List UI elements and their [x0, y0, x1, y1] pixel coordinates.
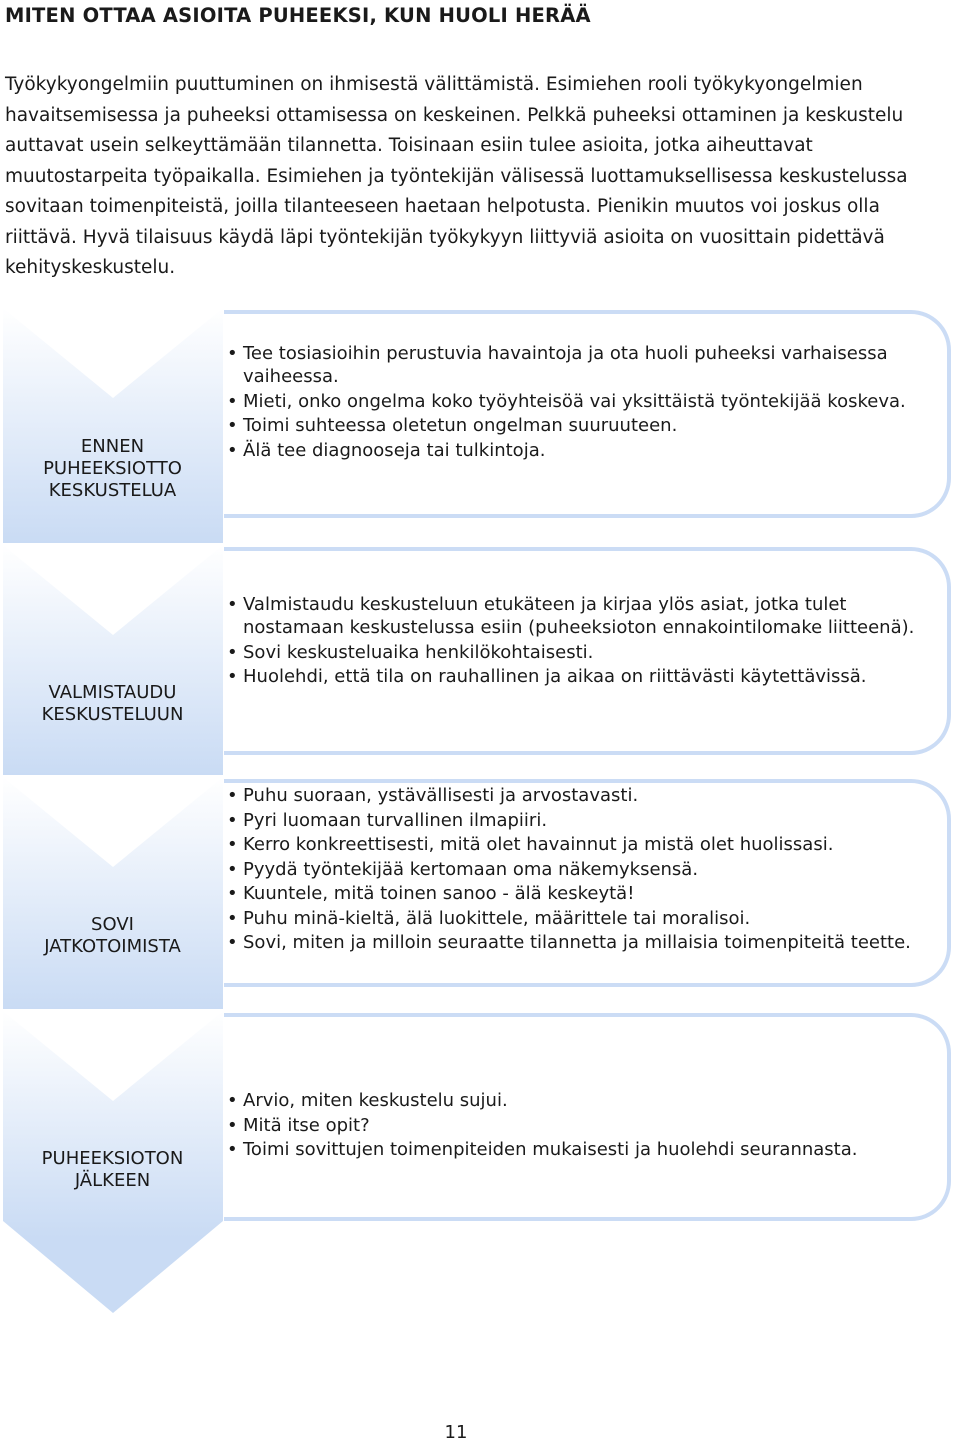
list-item [222, 439, 932, 462]
step-label-line: VALMISTAUDU [48, 682, 177, 703]
bullet-icon: • [227, 809, 238, 831]
step-agree-follow-up [0, 777, 960, 1009]
step-label-line: PUHEEKSIOTTO [43, 458, 182, 479]
bullet-icon: • [227, 666, 238, 687]
list-item-text: Pyydä työntekijää kertomaan oma näkemyksensä. [243, 858, 699, 880]
bullet-icon: • [227, 641, 238, 663]
step-label-line: ENNEN [80, 436, 145, 457]
list-item [222, 882, 932, 905]
list-item-text: Kuuntele, mitä toinen sanoo - älä keskeytä! [243, 883, 635, 904]
list-item [222, 390, 932, 413]
step-label-line: KESKUSTELUUN [41, 704, 184, 725]
list-item [222, 931, 932, 954]
list-item-text: Toimi suhteessa oletetun ongelman suuruuteen. [243, 415, 678, 436]
bullet-icon: • [227, 1139, 238, 1160]
bullet-icon: • [227, 907, 238, 929]
step-chevron [3, 777, 223, 1009]
bullet-icon: • [227, 785, 238, 806]
list-item [222, 593, 932, 639]
list-item [222, 1138, 932, 1161]
list-item-text: Puhu suoraan, ystävällisesti ja arvostavasti. [243, 785, 639, 806]
bullet-icon: • [227, 932, 238, 953]
list-item-text: Pyri luomaan turvallinen ilmapiiri. [243, 809, 548, 831]
list-item-text: Toimi sovittujen toimenpiteiden mukaisesti ja huolehdi seurannasta. [243, 1139, 858, 1160]
step-label-line: JATKOTOIMISTA [44, 936, 181, 957]
list-item [222, 907, 932, 930]
list-item [222, 1114, 932, 1137]
bullet-icon: • [227, 834, 238, 855]
list-item-text: Sovi, miten ja milloin seuraatte tilannetta ja millaisia toimenpiteitä teette. [243, 932, 911, 953]
list-item-text: Sovi keskusteluaika henkilökohtaisesti. [243, 641, 594, 663]
step-bullet-list [222, 342, 932, 463]
list-item-text: Valmistaudu keskusteluun etukäteen ja kirjaa ylös asiat, jotka tulet nostamaan keskustelussa esiin (puheeksioton ennakointilomake liitteenä). [243, 594, 915, 638]
intro-paragraph: Työkykyongelmiin puuttuminen on ihmisestä välittämistä. Esimiehen rooli työkykyongelmien havaitsemisessa ja puheeksi ottamisessa on keskeinen. Pelkkä puheeksi ottaminen ja keskustelu auttavat usein selkeyttämään tilannetta. Toisinaan esiin tulee asioita, jotka aiheuttavat muutostarpeita työpaikalla. Esimiehen ja työntekijän välisessä luottamuksellisessa keskustelussa sovitaan toimenpiteistä, joilla tilanteeseen haetaan helpotusta. Pienikin muutos voi joskus olla riittävä. Hyvä tilaisuus käydä läpi työntekijän työkykyyn liittyviä asioita on vuosittain pidettävä kehityskeskustelu. [5, 74, 908, 278]
list-item-text: Arvio, miten keskustelu sujui. [243, 1090, 508, 1111]
list-item-text: Huolehdi, että tila on rauhallinen ja aikaa on riittävästi käytettävissä. [243, 666, 867, 687]
list-item [222, 665, 932, 688]
step-bullet-list [222, 593, 932, 690]
bullet-icon: • [227, 594, 238, 615]
list-item-text: Älä tee diagnooseja tai tulkintoja. [243, 439, 546, 461]
step-bullet-list [222, 1089, 932, 1163]
list-item [222, 1089, 932, 1112]
step-label-line: JÄLKEEN [74, 1170, 151, 1191]
bullet-icon: • [227, 390, 238, 412]
bullet-icon: • [227, 439, 238, 461]
bullet-icon: • [227, 415, 238, 436]
list-item [222, 833, 932, 856]
step-label [5, 914, 220, 958]
list-item-text: Mitä itse opit? [243, 1114, 370, 1136]
list-item-text: Tee tosiasioihin perustuvia havaintoja ja ota huoli puheeksi varhaisessa vaiheessa. [243, 343, 888, 387]
page-title: MITEN OTTAA ASIOITA PUHEEKSI, KUN HUOLI HERÄÄ [5, 4, 591, 27]
step-prepare [0, 545, 960, 775]
bullet-icon: • [227, 1114, 238, 1136]
bullet-icon: • [227, 343, 238, 364]
step-label [5, 682, 220, 726]
step-chevron [3, 308, 223, 543]
list-item [222, 809, 932, 832]
step-chevron [3, 545, 223, 775]
list-item [222, 858, 932, 881]
step-bullet-list [222, 784, 932, 956]
list-item [222, 784, 932, 807]
bullet-icon: • [227, 883, 238, 904]
list-item-text: Mieti, onko ongelma koko työyhteisöä vai yksittäistä työntekijää koskeva. [243, 390, 906, 412]
bullet-icon: • [227, 858, 238, 880]
step-label [5, 436, 220, 502]
list-item [222, 414, 932, 437]
list-item [222, 342, 932, 388]
step-label-line: KESKUSTELUA [48, 480, 177, 501]
list-item [222, 641, 932, 664]
list-item-text: Kerro konkreettisesti, mitä olet havainnut ja mistä olet huolissasi. [243, 834, 834, 855]
page-number: 11 [444, 1422, 468, 1443]
bullet-icon: • [227, 1090, 238, 1111]
list-item-text: Puhu minä-kieltä, älä luokittele, määrittele tai moralisoi. [243, 907, 751, 929]
step-before-conversation [0, 308, 960, 543]
step-label-line: PUHEEKSIOTON [41, 1148, 184, 1169]
step-after-conversation [0, 1011, 960, 1313]
step-label [5, 1148, 220, 1192]
step-label-line: SOVI [91, 914, 134, 935]
